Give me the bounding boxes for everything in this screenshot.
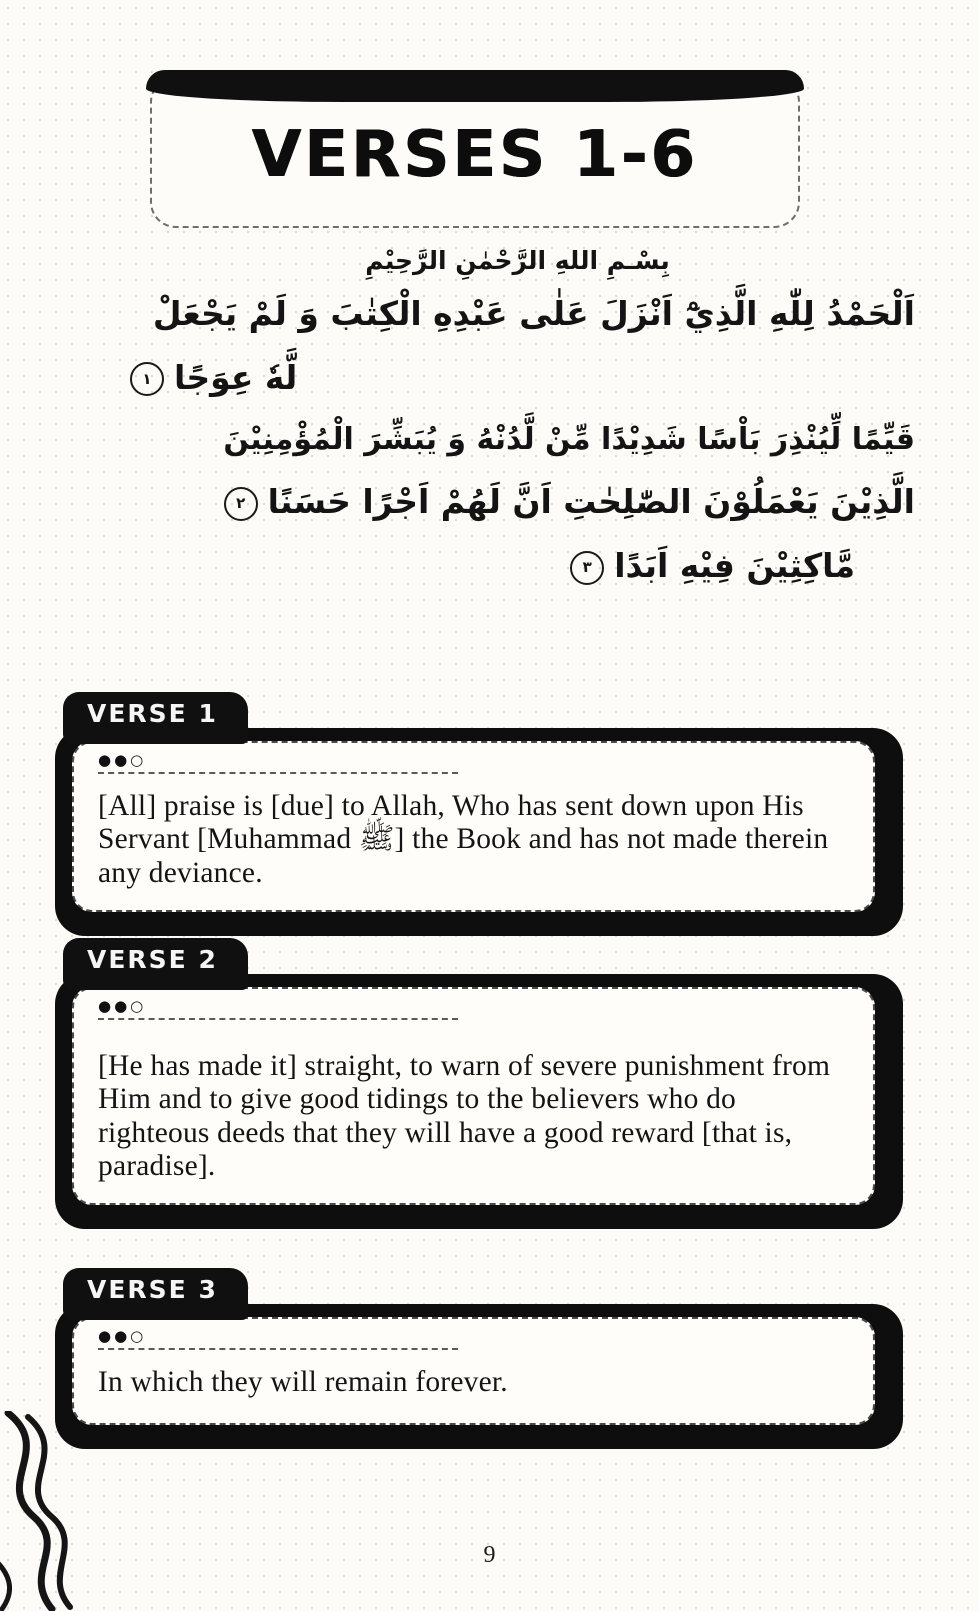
verse-1-card-inner bbox=[72, 741, 875, 912]
ellipsis-dots-icon: ●●○ bbox=[98, 1327, 147, 1345]
arabic-line bbox=[120, 295, 915, 333]
dashed-divider bbox=[98, 1018, 458, 1020]
ayah-number-mark: ٣ bbox=[570, 551, 604, 585]
verse-2-card bbox=[55, 974, 903, 1229]
verse-3-tab bbox=[63, 1268, 248, 1320]
arabic-line-text: الَّذِيْنَ يَعْمَلُوْنَ الصّٰلِحٰتِ اَنَّ لَهُمْ اَجْرًا حَسَنًا bbox=[267, 482, 915, 522]
verse-3-card-inner bbox=[72, 1317, 875, 1425]
arabic-line-text: مَّاكِثِيْنَ فِيْهِ اَبَدًا bbox=[614, 546, 855, 586]
dashed-divider bbox=[98, 772, 458, 774]
verse-2-card-inner bbox=[72, 987, 875, 1205]
arabic-line-text: لَّهٗ عِوَجًا bbox=[174, 357, 298, 397]
arabic-text-block bbox=[120, 246, 915, 611]
ellipsis-dots-icon: ●●○ bbox=[98, 997, 147, 1015]
verse-2-translation: [He has made it] straight, to warn of severe punishment from Him and to give good tidings to the believers who do righteous deeds that they will have a good reward [that is, paradise]. bbox=[98, 1050, 831, 1182]
verse-3-tab-label: VERSE 3 bbox=[87, 1275, 218, 1304]
arabic-line-text: اَلْحَمْدُ لِلّٰهِ الَّذِيْٓ اَنْزَلَ عَلٰى عَبْدِهِ الْكِتٰبَ وَ لَمْ يَجْعَلْ bbox=[152, 294, 915, 333]
verse-3-card bbox=[55, 1304, 903, 1449]
arabic-line-text: قَيِّمًا لِّيُنْذِرَ بَاْسًا شَدِيْدًا مِّنْ لَّدُنْهُ وَ يُبَشِّرَ الْمُؤْمِنِيْنَ bbox=[223, 421, 915, 457]
decorative-swoosh bbox=[0, 1411, 144, 1611]
page-title: VERSES 1-6 bbox=[251, 118, 699, 192]
ellipsis-dots-icon: ●●○ bbox=[98, 751, 147, 769]
verse-1-section bbox=[55, 692, 903, 936]
verse-2-tab bbox=[63, 938, 248, 990]
verse-2-tab-label: VERSE 2 bbox=[87, 945, 218, 974]
arabic-line bbox=[120, 483, 915, 521]
arabic-line bbox=[120, 547, 915, 585]
dashed-divider bbox=[98, 1348, 458, 1350]
title-plate-cap bbox=[146, 70, 804, 102]
page-number: 9 bbox=[483, 1542, 496, 1568]
verse-3-section bbox=[55, 1268, 903, 1449]
arabic-line bbox=[120, 359, 915, 397]
ayah-number-mark: ٢ bbox=[224, 487, 258, 521]
basmala-line: بِسْـمِ اللهِ الرَّحْمٰنِ الرَّحِيْمِ bbox=[365, 246, 670, 275]
ayah-number-mark: ١ bbox=[130, 362, 164, 396]
verse-1-tab-label: VERSE 1 bbox=[87, 699, 218, 728]
arabic-line bbox=[120, 423, 915, 458]
verse-2-section bbox=[55, 938, 903, 1229]
verse-1-tab bbox=[63, 692, 248, 744]
verse-1-card bbox=[55, 728, 903, 936]
verse-3-translation: In which they will remain forever. bbox=[98, 1366, 508, 1398]
title-plate bbox=[150, 76, 800, 228]
verse-1-translation: [All] praise is [due] to Allah, Who has sent down upon His Servant [Muhammad ﷺ] the Book and has not made therein any deviance. bbox=[98, 790, 829, 889]
